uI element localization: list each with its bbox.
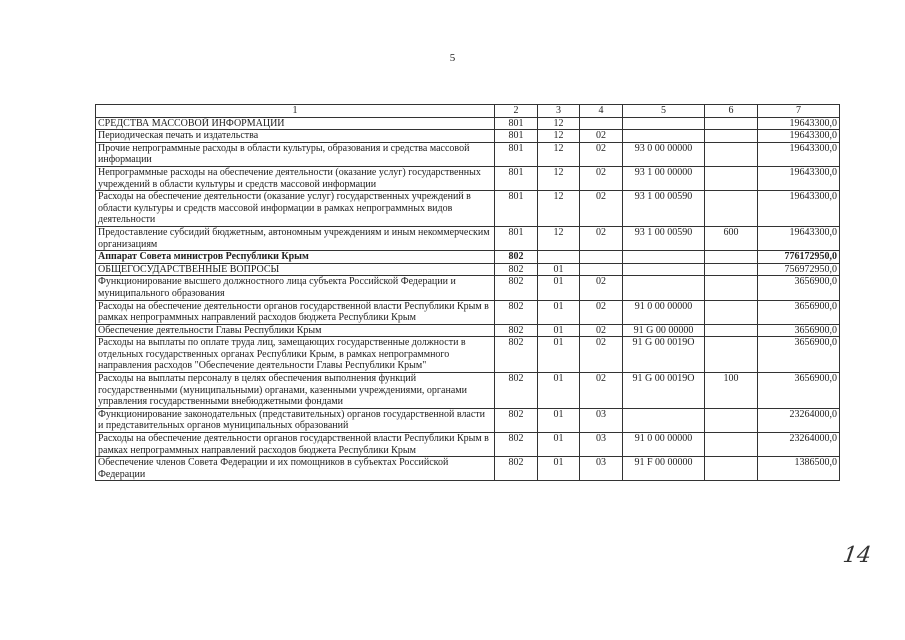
table-row (96, 117, 840, 130)
row-subsection-cell: 02 (580, 130, 623, 143)
row-name-cell: ОБЩЕГОСУДАРСТВЕННЫЕ ВОПРОСЫ (96, 263, 495, 276)
row-target-article-cell (623, 130, 705, 143)
row-target-article-cell: 91 G 00 0019O (623, 373, 705, 409)
row-admin-code-cell: 801 (495, 130, 538, 143)
row-target-article-cell: 93 0 00 00000 (623, 142, 705, 166)
table-row (96, 142, 840, 166)
row-expense-type-cell (705, 337, 758, 373)
row-amount-cell: 23264000,0 (758, 433, 840, 457)
row-expense-type-cell (705, 117, 758, 130)
table-row (96, 226, 840, 250)
row-name-cell: Расходы на обеспечение деятельности (оказание услуг) государственных учреждений в области культуры и средств массовой информации в рамках непрограммных видов деятельности (96, 191, 495, 227)
row-section-cell: 12 (538, 142, 580, 166)
table-row (96, 130, 840, 143)
row-amount-cell: 3656900,0 (758, 337, 840, 373)
row-section-cell: 01 (538, 408, 580, 432)
row-expense-type-cell (705, 263, 758, 276)
row-expense-type-cell: 100 (705, 373, 758, 409)
row-admin-code-cell: 801 (495, 142, 538, 166)
row-target-article-cell (623, 276, 705, 300)
row-amount-cell: 23264000,0 (758, 408, 840, 432)
row-section-cell: 01 (538, 337, 580, 373)
row-expense-type-cell: 600 (705, 226, 758, 250)
row-amount-cell: 3656900,0 (758, 300, 840, 324)
row-section-cell: 01 (538, 457, 580, 481)
row-amount-cell: 19643300,0 (758, 166, 840, 190)
row-section-cell: 01 (538, 263, 580, 276)
table-row (96, 433, 840, 457)
row-target-article-cell: 91 0 00 00000 (623, 300, 705, 324)
row-section-cell: 01 (538, 433, 580, 457)
table-row (96, 263, 840, 276)
row-admin-code-cell: 802 (495, 276, 538, 300)
row-admin-code-cell: 802 (495, 337, 538, 373)
row-amount-cell: 19643300,0 (758, 117, 840, 130)
row-name-cell: Обеспечение деятельности Главы Республики Крым (96, 324, 495, 337)
row-admin-code-cell: 802 (495, 251, 538, 264)
table-row (96, 373, 840, 409)
row-section-cell: 12 (538, 191, 580, 227)
header-cell: 1 (96, 105, 495, 118)
row-admin-code-cell: 801 (495, 191, 538, 227)
row-admin-code-cell: 802 (495, 408, 538, 432)
row-expense-type-cell (705, 324, 758, 337)
row-admin-code-cell: 802 (495, 457, 538, 481)
row-subsection-cell (580, 117, 623, 130)
row-subsection-cell: 02 (580, 300, 623, 324)
row-section-cell: 12 (538, 166, 580, 190)
row-name-cell: Расходы на обеспечение деятельности органов государственной власти Республики Крым в рамках непрограммных направлений расходов бюджета Республики Крым (96, 300, 495, 324)
row-subsection-cell (580, 251, 623, 264)
handwritten-page-mark: 14 (841, 543, 873, 568)
row-expense-type-cell (705, 408, 758, 432)
row-admin-code-cell: 802 (495, 263, 538, 276)
row-name-cell: Аппарат Совета министров Республики Крым (96, 251, 495, 264)
row-admin-code-cell: 801 (495, 166, 538, 190)
row-name-cell: Обеспечение членов Совета Федерации и их помощников в субъектах Российской Федерации (96, 457, 495, 481)
row-expense-type-cell (705, 251, 758, 264)
row-name-cell: Предоставление субсидий бюджетным, автономным учреждениям и иным некоммерческим организациям (96, 226, 495, 250)
row-subsection-cell: 03 (580, 433, 623, 457)
table-row (96, 251, 840, 264)
row-name-cell: Периодическая печать и издательства (96, 130, 495, 143)
row-expense-type-cell (705, 457, 758, 481)
table-row (96, 300, 840, 324)
row-target-article-cell: 91 G 00 00000 (623, 324, 705, 337)
header-cell: 5 (623, 105, 705, 118)
row-target-article-cell: 91 G 00 0019O (623, 337, 705, 373)
row-amount-cell: 3656900,0 (758, 276, 840, 300)
row-admin-code-cell: 801 (495, 226, 538, 250)
row-amount-cell: 19643300,0 (758, 130, 840, 143)
row-section-cell: 01 (538, 300, 580, 324)
row-target-article-cell: 93 1 00 00590 (623, 226, 705, 250)
row-expense-type-cell (705, 166, 758, 190)
row-section-cell: 01 (538, 373, 580, 409)
row-expense-type-cell (705, 433, 758, 457)
header-cell: 3 (538, 105, 580, 118)
row-name-cell: Функционирование высшего должностного лица субъекта Российской Федерации и муниципального образования (96, 276, 495, 300)
row-expense-type-cell (705, 276, 758, 300)
table-row (96, 166, 840, 190)
row-target-article-cell (623, 251, 705, 264)
row-subsection-cell: 02 (580, 191, 623, 227)
row-name-cell: Расходы на обеспечение деятельности органов государственной власти Республики Крым в рамках непрограммных направлений расходов бюджета Республики Крым (96, 433, 495, 457)
row-amount-cell: 19643300,0 (758, 191, 840, 227)
row-amount-cell: 19643300,0 (758, 226, 840, 250)
row-amount-cell: 776172950,0 (758, 251, 840, 264)
header-cell: 2 (495, 105, 538, 118)
row-name-cell: Прочие непрограммные расходы в области культуры, образования и средства массовой информации (96, 142, 495, 166)
table-header-row (96, 105, 840, 118)
row-admin-code-cell: 802 (495, 324, 538, 337)
row-subsection-cell: 02 (580, 166, 623, 190)
row-admin-code-cell: 801 (495, 117, 538, 130)
row-name-cell: Расходы на выплаты персоналу в целях обеспечения выполнения функций государственными (муниципальными) органами, казенными учреждениями, органами управления государственными внебюджетными фондами (96, 373, 495, 409)
row-amount-cell: 3656900,0 (758, 324, 840, 337)
row-subsection-cell: 02 (580, 373, 623, 409)
row-section-cell (538, 251, 580, 264)
row-target-article-cell: 91 F 00 00000 (623, 457, 705, 481)
table-row (96, 276, 840, 300)
row-name-cell: Расходы на выплаты по оплате труда лиц, замещающих государственные должности в отдельных государственных органах Республики Крым, в рамках непрограммного направления расходов "Обеспечение деятельности Главы Республики Крым" (96, 337, 495, 373)
row-section-cell: 12 (538, 226, 580, 250)
table-row (96, 457, 840, 481)
row-amount-cell: 1386500,0 (758, 457, 840, 481)
row-name-cell: Непрограммные расходы на обеспечение деятельности (оказание услуг) государственных учреждений в области культуры и средств массовой информации (96, 166, 495, 190)
row-target-article-cell: 91 0 00 00000 (623, 433, 705, 457)
header-cell: 6 (705, 105, 758, 118)
row-expense-type-cell (705, 142, 758, 166)
header-cell: 7 (758, 105, 840, 118)
row-admin-code-cell: 802 (495, 373, 538, 409)
row-section-cell: 12 (538, 130, 580, 143)
row-subsection-cell: 02 (580, 276, 623, 300)
table-row (96, 191, 840, 227)
row-subsection-cell: 03 (580, 457, 623, 481)
row-amount-cell: 3656900,0 (758, 373, 840, 409)
row-section-cell: 01 (538, 276, 580, 300)
row-expense-type-cell (705, 191, 758, 227)
row-target-article-cell (623, 117, 705, 130)
row-subsection-cell: 02 (580, 142, 623, 166)
header-cell: 4 (580, 105, 623, 118)
row-section-cell: 12 (538, 117, 580, 130)
row-subsection-cell: 02 (580, 226, 623, 250)
row-target-article-cell: 93 1 00 00000 (623, 166, 705, 190)
row-admin-code-cell: 802 (495, 300, 538, 324)
row-section-cell: 01 (538, 324, 580, 337)
row-name-cell: Функционирование законодательных (представительных) органов государственной власти и представительных органов муниципальных образований (96, 408, 495, 432)
row-subsection-cell (580, 263, 623, 276)
page-number: 5 (449, 52, 456, 64)
row-amount-cell: 756972950,0 (758, 263, 840, 276)
row-subsection-cell: 03 (580, 408, 623, 432)
table-row (96, 337, 840, 373)
row-target-article-cell (623, 408, 705, 432)
budget-table (95, 104, 840, 481)
row-name-cell: СРЕДСТВА МАССОВОЙ ИНФОРМАЦИИ (96, 117, 495, 130)
row-amount-cell: 19643300,0 (758, 142, 840, 166)
row-expense-type-cell (705, 300, 758, 324)
row-admin-code-cell: 802 (495, 433, 538, 457)
row-target-article-cell: 93 1 00 00590 (623, 191, 705, 227)
table-row (96, 408, 840, 432)
row-target-article-cell (623, 263, 705, 276)
row-subsection-cell: 02 (580, 324, 623, 337)
row-expense-type-cell (705, 130, 758, 143)
row-subsection-cell: 02 (580, 337, 623, 373)
table-row (96, 324, 840, 337)
